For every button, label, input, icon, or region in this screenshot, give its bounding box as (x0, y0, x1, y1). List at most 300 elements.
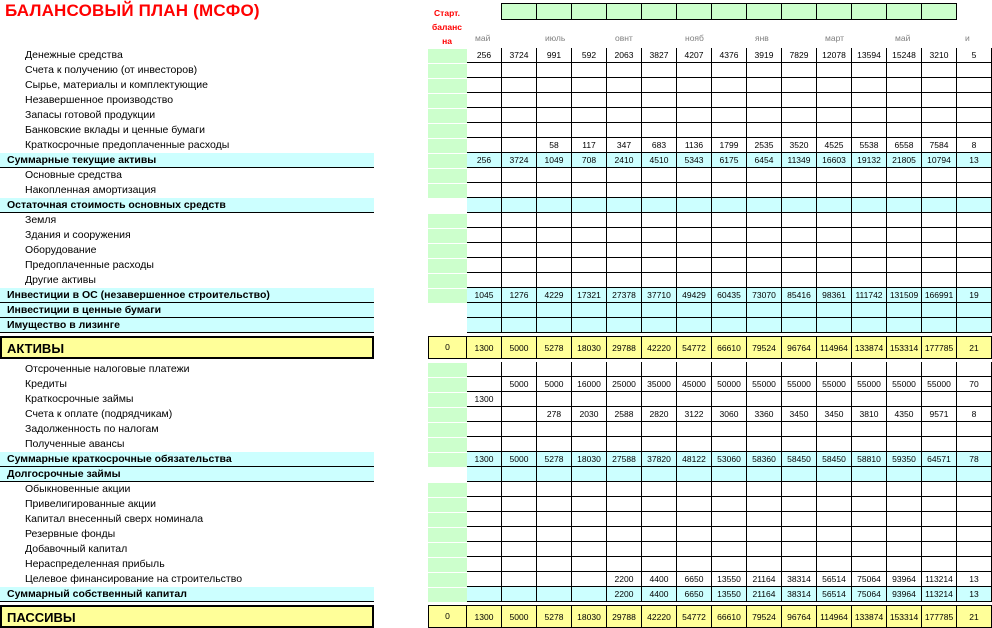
value-cell[interactable] (607, 168, 642, 183)
value-cell[interactable] (712, 482, 747, 497)
value-cell[interactable] (607, 362, 642, 377)
value-cell[interactable] (887, 467, 922, 482)
value-cell[interactable]: 3060 (712, 407, 747, 422)
value-cell[interactable] (502, 258, 537, 273)
value-cell[interactable] (782, 228, 817, 243)
value-cell[interactable]: 58450 (782, 452, 817, 467)
value-cell[interactable] (467, 572, 502, 587)
value-cell[interactable] (572, 362, 607, 377)
value-cell[interactable] (747, 362, 782, 377)
value-cell[interactable] (852, 273, 887, 288)
value-cell[interactable] (887, 303, 922, 318)
value-cell[interactable] (712, 228, 747, 243)
value-cell[interactable] (467, 303, 502, 318)
value-cell[interactable]: 21805 (887, 153, 922, 168)
value-cell[interactable] (712, 512, 747, 527)
value-cell[interactable] (642, 542, 677, 557)
value-cell[interactable] (922, 123, 957, 138)
value-cell[interactable] (817, 422, 852, 437)
value-cell[interactable]: 35000 (642, 377, 677, 392)
value-cell[interactable] (572, 303, 607, 318)
value-cell[interactable] (782, 422, 817, 437)
value-cell[interactable] (537, 362, 572, 377)
value-cell[interactable] (712, 497, 747, 512)
value-cell[interactable] (747, 392, 782, 407)
value-cell[interactable] (677, 258, 712, 273)
value-cell[interactable] (642, 303, 677, 318)
value-cell[interactable] (467, 183, 502, 198)
value-cell[interactable] (887, 258, 922, 273)
value-cell[interactable]: 708 (572, 153, 607, 168)
value-cell[interactable]: 17321 (572, 288, 607, 303)
value-cell[interactable] (502, 482, 537, 497)
value-cell[interactable] (502, 63, 537, 78)
value-cell[interactable] (852, 437, 887, 452)
value-cell[interactable] (782, 183, 817, 198)
header-cell[interactable] (711, 3, 747, 20)
value-cell[interactable] (467, 527, 502, 542)
value-cell[interactable] (922, 258, 957, 273)
value-cell[interactable] (677, 422, 712, 437)
value-cell[interactable] (817, 78, 852, 93)
value-cell[interactable] (467, 318, 502, 333)
value-cell[interactable] (817, 213, 852, 228)
value-cell[interactable] (957, 123, 992, 138)
value-cell[interactable] (502, 183, 537, 198)
value-cell[interactable] (887, 512, 922, 527)
value-cell[interactable]: 256 (467, 48, 502, 63)
value-cell[interactable] (677, 512, 712, 527)
value-cell[interactable] (467, 467, 502, 482)
value-cell[interactable] (712, 392, 747, 407)
start-balance-cell[interactable] (428, 452, 467, 467)
value-cell[interactable] (642, 273, 677, 288)
value-cell[interactable] (537, 93, 572, 108)
value-cell[interactable] (922, 63, 957, 78)
value-cell[interactable] (747, 512, 782, 527)
value-cell[interactable] (782, 63, 817, 78)
value-cell[interactable] (712, 78, 747, 93)
value-cell[interactable] (887, 198, 922, 213)
value-cell[interactable] (467, 138, 502, 153)
value-cell[interactable] (782, 497, 817, 512)
value-cell[interactable] (502, 228, 537, 243)
value-cell[interactable] (817, 497, 852, 512)
value-cell[interactable] (957, 467, 992, 482)
value-cell[interactable]: 19 (957, 288, 992, 303)
value-cell[interactable]: 1300 (467, 452, 502, 467)
value-cell[interactable] (852, 542, 887, 557)
value-cell[interactable] (817, 63, 852, 78)
value-cell[interactable]: 37820 (642, 452, 677, 467)
value-cell[interactable] (572, 527, 607, 542)
value-cell[interactable] (817, 392, 852, 407)
start-balance-cell[interactable] (428, 63, 467, 78)
value-cell[interactable]: 4525 (817, 138, 852, 153)
value-cell[interactable] (572, 497, 607, 512)
value-cell[interactable]: 66610 (712, 605, 747, 628)
value-cell[interactable] (887, 527, 922, 542)
value-cell[interactable] (817, 228, 852, 243)
value-cell[interactable] (607, 437, 642, 452)
start-balance-cell[interactable] (428, 213, 467, 228)
value-cell[interactable] (747, 422, 782, 437)
value-cell[interactable] (922, 437, 957, 452)
value-cell[interactable] (642, 467, 677, 482)
value-cell[interactable] (957, 108, 992, 123)
value-cell[interactable] (537, 123, 572, 138)
value-cell[interactable] (887, 123, 922, 138)
value-cell[interactable] (887, 273, 922, 288)
value-cell[interactable] (607, 243, 642, 258)
value-cell[interactable] (572, 213, 607, 228)
value-cell[interactable]: 48122 (677, 452, 712, 467)
value-cell[interactable] (607, 198, 642, 213)
value-cell[interactable] (887, 213, 922, 228)
value-cell[interactable] (817, 512, 852, 527)
value-cell[interactable] (747, 557, 782, 572)
value-cell[interactable] (852, 318, 887, 333)
value-cell[interactable] (537, 392, 572, 407)
value-cell[interactable]: 53060 (712, 452, 747, 467)
value-cell[interactable] (642, 213, 677, 228)
start-balance-cell[interactable] (428, 228, 467, 243)
header-cell[interactable] (571, 3, 607, 20)
value-cell[interactable]: 4510 (642, 153, 677, 168)
value-cell[interactable] (677, 303, 712, 318)
value-cell[interactable]: 1045 (467, 288, 502, 303)
value-cell[interactable]: 3360 (747, 407, 782, 422)
value-cell[interactable] (572, 108, 607, 123)
value-cell[interactable] (607, 183, 642, 198)
value-cell[interactable]: 1799 (712, 138, 747, 153)
value-cell[interactable]: 131509 (887, 288, 922, 303)
value-cell[interactable]: 60435 (712, 288, 747, 303)
value-cell[interactable]: 177785 (922, 336, 957, 359)
value-cell[interactable] (922, 318, 957, 333)
value-cell[interactable] (467, 78, 502, 93)
value-cell[interactable] (642, 198, 677, 213)
value-cell[interactable] (712, 437, 747, 452)
value-cell[interactable]: 347 (607, 138, 642, 153)
value-cell[interactable] (957, 258, 992, 273)
value-cell[interactable]: 3724 (502, 48, 537, 63)
value-cell[interactable] (467, 93, 502, 108)
start-balance-cell[interactable]: 0 (428, 605, 467, 628)
value-cell[interactable]: 153314 (887, 605, 922, 628)
header-cell[interactable] (886, 3, 922, 20)
value-cell[interactable]: 29788 (607, 605, 642, 628)
value-cell[interactable]: 1276 (502, 288, 537, 303)
value-cell[interactable] (467, 482, 502, 497)
header-cell[interactable] (746, 3, 782, 20)
value-cell[interactable]: 2820 (642, 407, 677, 422)
value-cell[interactable] (572, 392, 607, 407)
value-cell[interactable] (782, 392, 817, 407)
value-cell[interactable] (537, 168, 572, 183)
value-cell[interactable] (712, 542, 747, 557)
value-cell[interactable] (537, 183, 572, 198)
value-cell[interactable]: 592 (572, 48, 607, 63)
value-cell[interactable] (922, 93, 957, 108)
value-cell[interactable] (502, 108, 537, 123)
value-cell[interactable]: 73070 (747, 288, 782, 303)
value-cell[interactable] (677, 78, 712, 93)
value-cell[interactable] (817, 437, 852, 452)
value-cell[interactable] (747, 527, 782, 542)
value-cell[interactable] (642, 497, 677, 512)
value-cell[interactable] (572, 63, 607, 78)
value-cell[interactable] (572, 183, 607, 198)
value-cell[interactable]: 12078 (817, 48, 852, 63)
value-cell[interactable]: 55000 (747, 377, 782, 392)
value-cell[interactable] (502, 123, 537, 138)
value-cell[interactable] (817, 542, 852, 557)
value-cell[interactable]: 13550 (712, 587, 747, 602)
value-cell[interactable] (957, 497, 992, 512)
value-cell[interactable]: 4350 (887, 407, 922, 422)
value-cell[interactable] (817, 273, 852, 288)
start-balance-cell[interactable] (428, 48, 467, 63)
value-cell[interactable] (747, 467, 782, 482)
value-cell[interactable]: 85416 (782, 288, 817, 303)
value-cell[interactable]: 49429 (677, 288, 712, 303)
value-cell[interactable] (712, 557, 747, 572)
value-cell[interactable] (712, 467, 747, 482)
value-cell[interactable]: 19132 (852, 153, 887, 168)
value-cell[interactable] (607, 228, 642, 243)
value-cell[interactable] (712, 63, 747, 78)
value-cell[interactable] (642, 228, 677, 243)
value-cell[interactable]: 18030 (572, 605, 607, 628)
value-cell[interactable] (957, 527, 992, 542)
value-cell[interactable] (642, 557, 677, 572)
value-cell[interactable] (467, 123, 502, 138)
header-cell[interactable] (781, 3, 817, 20)
value-cell[interactable] (572, 467, 607, 482)
value-cell[interactable] (817, 527, 852, 542)
value-cell[interactable] (677, 63, 712, 78)
value-cell[interactable] (677, 123, 712, 138)
value-cell[interactable]: 1300 (467, 605, 502, 628)
value-cell[interactable] (642, 123, 677, 138)
value-cell[interactable] (502, 198, 537, 213)
value-cell[interactable]: 6650 (677, 572, 712, 587)
start-balance-cell[interactable] (428, 407, 467, 422)
value-cell[interactable] (467, 422, 502, 437)
value-cell[interactable] (467, 258, 502, 273)
value-cell[interactable] (677, 183, 712, 198)
value-cell[interactable] (782, 123, 817, 138)
value-cell[interactable] (502, 422, 537, 437)
value-cell[interactable] (782, 512, 817, 527)
value-cell[interactable]: 6175 (712, 153, 747, 168)
start-balance-cell[interactable] (428, 362, 467, 377)
value-cell[interactable]: 37710 (642, 288, 677, 303)
value-cell[interactable] (467, 273, 502, 288)
value-cell[interactable] (747, 213, 782, 228)
value-cell[interactable] (747, 273, 782, 288)
start-balance-cell[interactable] (428, 527, 467, 542)
value-cell[interactable]: 113214 (922, 572, 957, 587)
value-cell[interactable] (887, 63, 922, 78)
value-cell[interactable]: 96764 (782, 605, 817, 628)
value-cell[interactable]: 5278 (537, 452, 572, 467)
value-cell[interactable]: 78 (957, 452, 992, 467)
value-cell[interactable] (747, 497, 782, 512)
value-cell[interactable] (572, 557, 607, 572)
value-cell[interactable]: 2410 (607, 153, 642, 168)
value-cell[interactable] (502, 303, 537, 318)
header-cell[interactable] (676, 3, 712, 20)
value-cell[interactable] (572, 437, 607, 452)
value-cell[interactable]: 13 (957, 153, 992, 168)
value-cell[interactable] (782, 198, 817, 213)
start-balance-cell[interactable] (428, 557, 467, 572)
value-cell[interactable] (572, 228, 607, 243)
value-cell[interactable] (782, 437, 817, 452)
value-cell[interactable] (537, 303, 572, 318)
start-balance-cell[interactable] (428, 168, 467, 183)
value-cell[interactable]: 21164 (747, 587, 782, 602)
value-cell[interactable]: 13 (957, 587, 992, 602)
value-cell[interactable] (922, 213, 957, 228)
value-cell[interactable]: 6650 (677, 587, 712, 602)
value-cell[interactable]: 55000 (887, 377, 922, 392)
value-cell[interactable] (467, 63, 502, 78)
value-cell[interactable] (502, 168, 537, 183)
value-cell[interactable] (502, 587, 537, 602)
value-cell[interactable] (537, 78, 572, 93)
value-cell[interactable] (852, 303, 887, 318)
value-cell[interactable] (502, 273, 537, 288)
start-balance-cell[interactable] (428, 512, 467, 527)
value-cell[interactable] (922, 467, 957, 482)
value-cell[interactable] (537, 587, 572, 602)
value-cell[interactable] (957, 318, 992, 333)
start-balance-cell[interactable] (428, 542, 467, 557)
value-cell[interactable] (712, 362, 747, 377)
value-cell[interactable] (852, 183, 887, 198)
value-cell[interactable] (782, 482, 817, 497)
value-cell[interactable] (572, 168, 607, 183)
value-cell[interactable]: 3919 (747, 48, 782, 63)
value-cell[interactable] (712, 273, 747, 288)
value-cell[interactable]: 5278 (537, 605, 572, 628)
value-cell[interactable] (677, 482, 712, 497)
start-balance-cell[interactable] (428, 572, 467, 587)
value-cell[interactable]: 98361 (817, 288, 852, 303)
value-cell[interactable] (677, 362, 712, 377)
value-cell[interactable]: 5 (957, 48, 992, 63)
value-cell[interactable] (467, 407, 502, 422)
value-cell[interactable]: 93964 (887, 587, 922, 602)
value-cell[interactable]: 13 (957, 572, 992, 587)
value-cell[interactable] (572, 78, 607, 93)
value-cell[interactable]: 6558 (887, 138, 922, 153)
value-cell[interactable] (817, 93, 852, 108)
value-cell[interactable] (467, 362, 502, 377)
value-cell[interactable] (677, 527, 712, 542)
value-cell[interactable]: 2200 (607, 572, 642, 587)
value-cell[interactable]: 70 (957, 377, 992, 392)
value-cell[interactable] (537, 63, 572, 78)
value-cell[interactable] (502, 437, 537, 452)
value-cell[interactable] (782, 213, 817, 228)
value-cell[interactable] (922, 78, 957, 93)
value-cell[interactable] (747, 228, 782, 243)
start-balance-cell[interactable] (428, 123, 467, 138)
value-cell[interactable]: 166991 (922, 288, 957, 303)
value-cell[interactable] (677, 273, 712, 288)
value-cell[interactable] (537, 497, 572, 512)
value-cell[interactable] (922, 303, 957, 318)
value-cell[interactable] (782, 542, 817, 557)
value-cell[interactable]: 18030 (572, 452, 607, 467)
value-cell[interactable] (642, 512, 677, 527)
value-cell[interactable] (467, 228, 502, 243)
value-cell[interactable] (712, 258, 747, 273)
value-cell[interactable]: 16000 (572, 377, 607, 392)
value-cell[interactable]: 1136 (677, 138, 712, 153)
value-cell[interactable]: 3210 (922, 48, 957, 63)
value-cell[interactable]: 75064 (852, 572, 887, 587)
value-cell[interactable] (817, 183, 852, 198)
value-cell[interactable] (537, 228, 572, 243)
start-balance-cell[interactable] (428, 258, 467, 273)
value-cell[interactable] (922, 243, 957, 258)
start-balance-cell[interactable] (428, 497, 467, 512)
value-cell[interactable] (852, 482, 887, 497)
value-cell[interactable] (607, 542, 642, 557)
value-cell[interactable]: 11349 (782, 153, 817, 168)
value-cell[interactable] (467, 557, 502, 572)
value-cell[interactable]: 55000 (852, 377, 887, 392)
value-cell[interactable] (607, 318, 642, 333)
value-cell[interactable] (712, 213, 747, 228)
value-cell[interactable] (677, 168, 712, 183)
value-cell[interactable] (887, 482, 922, 497)
value-cell[interactable] (467, 587, 502, 602)
value-cell[interactable]: 7584 (922, 138, 957, 153)
value-cell[interactable] (852, 362, 887, 377)
value-cell[interactable]: 2535 (747, 138, 782, 153)
value-cell[interactable] (572, 422, 607, 437)
value-cell[interactable] (852, 108, 887, 123)
value-cell[interactable] (537, 557, 572, 572)
value-cell[interactable] (502, 362, 537, 377)
value-cell[interactable]: 2030 (572, 407, 607, 422)
value-cell[interactable]: 133874 (852, 605, 887, 628)
value-cell[interactable] (747, 198, 782, 213)
value-cell[interactable]: 93964 (887, 572, 922, 587)
value-cell[interactable]: 5000 (537, 377, 572, 392)
value-cell[interactable] (537, 243, 572, 258)
value-cell[interactable] (537, 213, 572, 228)
value-cell[interactable]: 3827 (642, 48, 677, 63)
value-cell[interactable]: 5000 (502, 377, 537, 392)
start-balance-cell[interactable] (428, 288, 467, 303)
value-cell[interactable] (642, 168, 677, 183)
value-cell[interactable] (922, 422, 957, 437)
value-cell[interactable] (852, 213, 887, 228)
value-cell[interactable] (887, 93, 922, 108)
value-cell[interactable] (852, 123, 887, 138)
value-cell[interactable] (887, 497, 922, 512)
value-cell[interactable] (572, 123, 607, 138)
start-balance-cell[interactable] (428, 377, 467, 392)
value-cell[interactable] (957, 437, 992, 452)
